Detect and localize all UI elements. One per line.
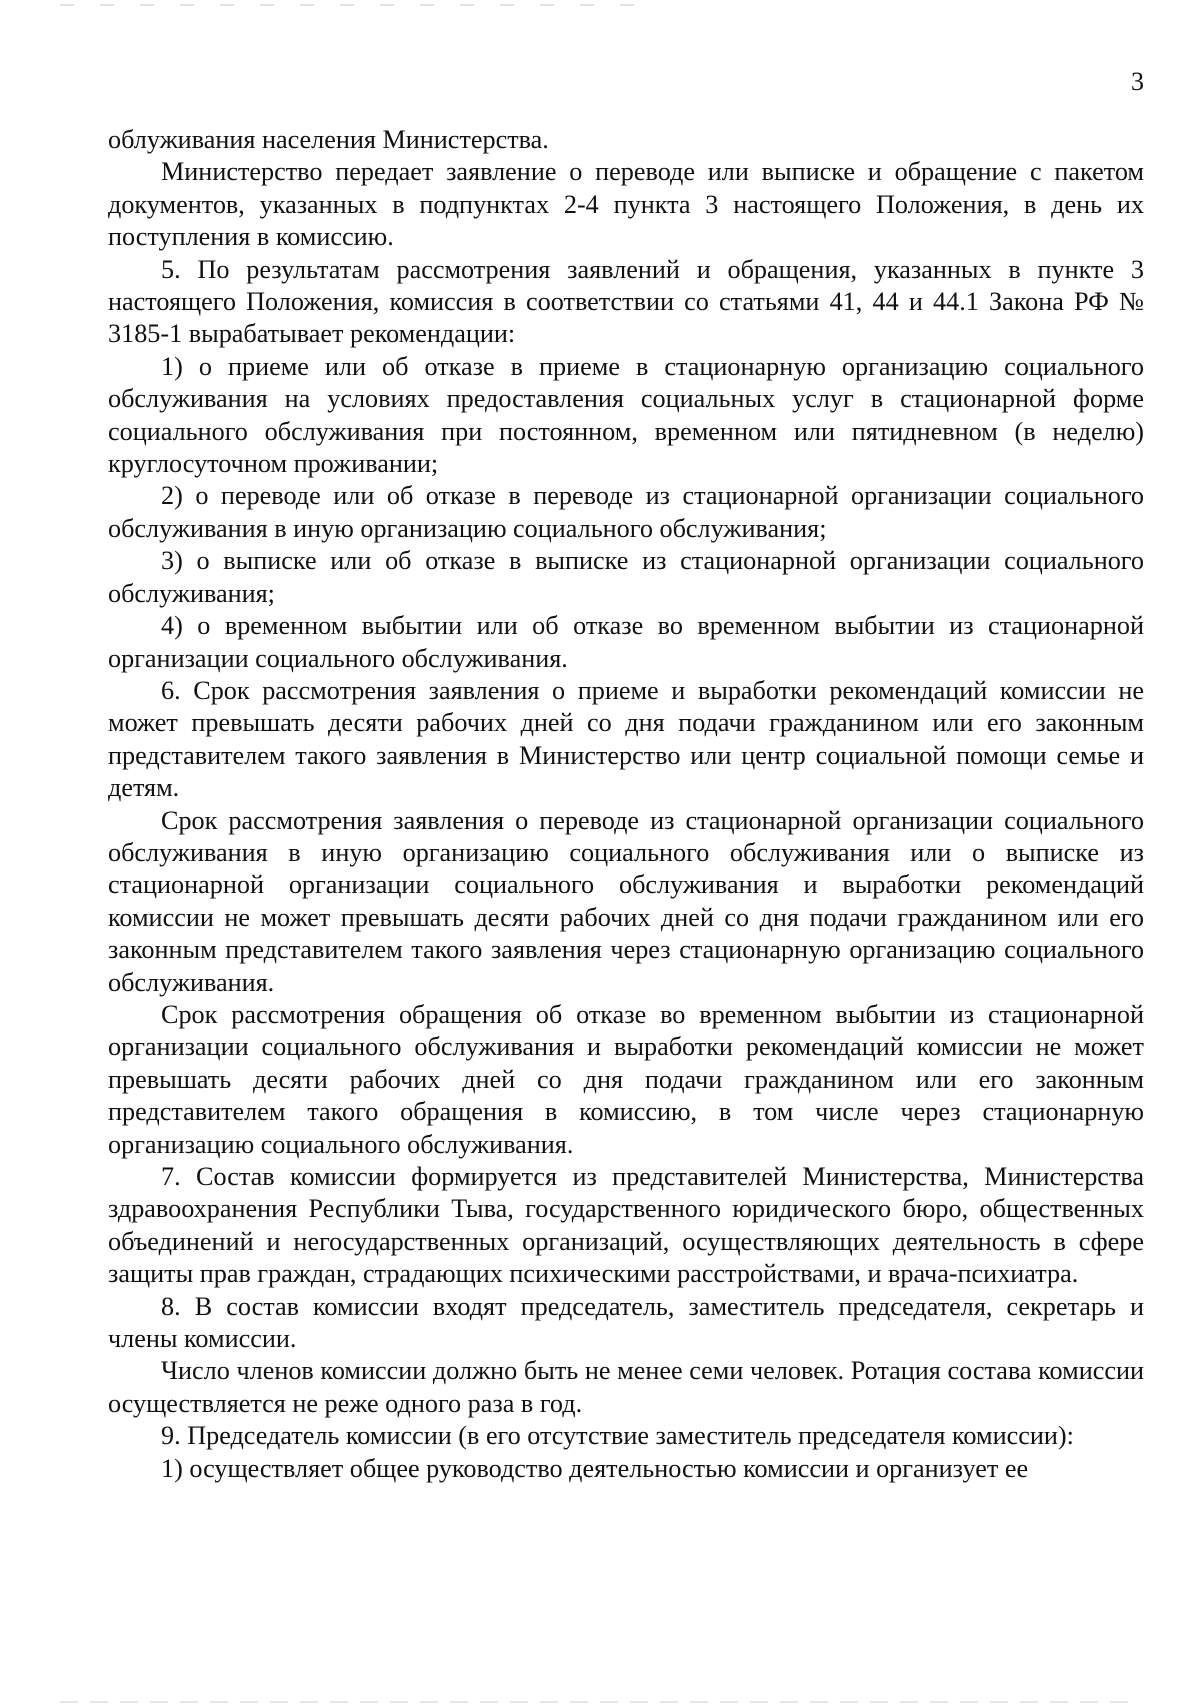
paragraph: 7. Состав комиссии формируется из представителей Министерства, Министерства здравоохранения Республики Тыва, государственного юридического бюро, общественных объединений и негосударственных организаций, осуществляющих деятельность в сфере защиты прав граждан, страдающих психическими расстройствами, и врача-психиатра.	[108, 1162, 1144, 1289]
page-number: 3	[1131, 67, 1144, 96]
scan-edge-bottom	[60, 1701, 1140, 1703]
paragraph: 3) о выписке или об отказе в выписке из стационарной организации социального обслуживания;	[108, 546, 1144, 608]
paragraph: Число членов комиссии должно быть не менее семи человек. Ротация состава комиссии осуществляется не реже одного раза в год.	[108, 1356, 1144, 1418]
paragraph: 1) о приеме или об отказе в приеме в стационарную организацию социального обслуживания на условиях предоставления социальных услуг в стационарной форме социального обслуживания при постоянном, временном или пятидневном (в неделю) круглосуточном проживании;	[108, 351, 1144, 479]
paragraph: 1) осуществляет общее руководство деятельностью комиссии и организует ее	[161, 1453, 1029, 1483]
scan-edge-top	[60, 4, 660, 6]
document-body	[108, 124, 1144, 1485]
paragraph: Министерство передает заявление о переводе или выписке и обращение с пакетом документов, указанных в подпунктах 2-4 пункта 3 настоящего Положения, в день их поступления в комиссию.	[108, 157, 1144, 252]
paragraph: 8. В состав комиссии входят председатель, заместитель председателя, секретарь и члены комиссии.	[108, 1291, 1144, 1354]
paragraph: 6. Срок рассмотрения заявления о приеме и выработки рекомендаций комиссии не может превышать десяти рабочих дней со дня подачи гражданином или его законным представителем такого заявления в Министерство или центр социальной помощи семье и детям.	[108, 675, 1144, 803]
paragraph: Срок рассмотрения заявления о переводе из стационарной организации социального обслуживания в иную организацию социального обслуживания или о выписке из стационарной организации социального обслуживания и выработки рекомендаций комиссии не может превышать десяти рабочих дней со дня подачи гражданином или его законным представителем такого заявления через стационарную организацию социального обслуживания.	[108, 805, 1144, 997]
paragraph: облуживания населения Министерства.	[108, 125, 549, 154]
paragraph: 9. Председатель комиссии (в его отсутствие заместитель председателя комиссии):	[161, 1421, 1074, 1451]
paragraph: 2) о переводе или об отказе в переводе из стационарной организации социального обслуживания в иную организацию социального обслуживания;	[108, 481, 1144, 543]
paragraph: 4) о временном выбытии или об отказе во временном выбытии из стационарной организации социального обслуживания.	[108, 611, 1144, 673]
paragraph: Срок рассмотрения обращения об отказе во временном выбытии из стационарной организации социального обслуживания и выработки рекомендаций комиссии не может превышать десяти рабочих дней со дня подачи гражданином или его законным представителем такого обращения в комиссию, в том числе через стационарную организацию социального обслуживания.	[108, 999, 1144, 1159]
paragraph: 5. По результатам рассмотрения заявлений и обращения, указанных в пункте 3 настоящего Положения, комиссия в соответствии со статьями 41, 44 и 44.1 Закона РФ № 3185-1 вырабатывает рекомендации:	[108, 254, 1144, 349]
